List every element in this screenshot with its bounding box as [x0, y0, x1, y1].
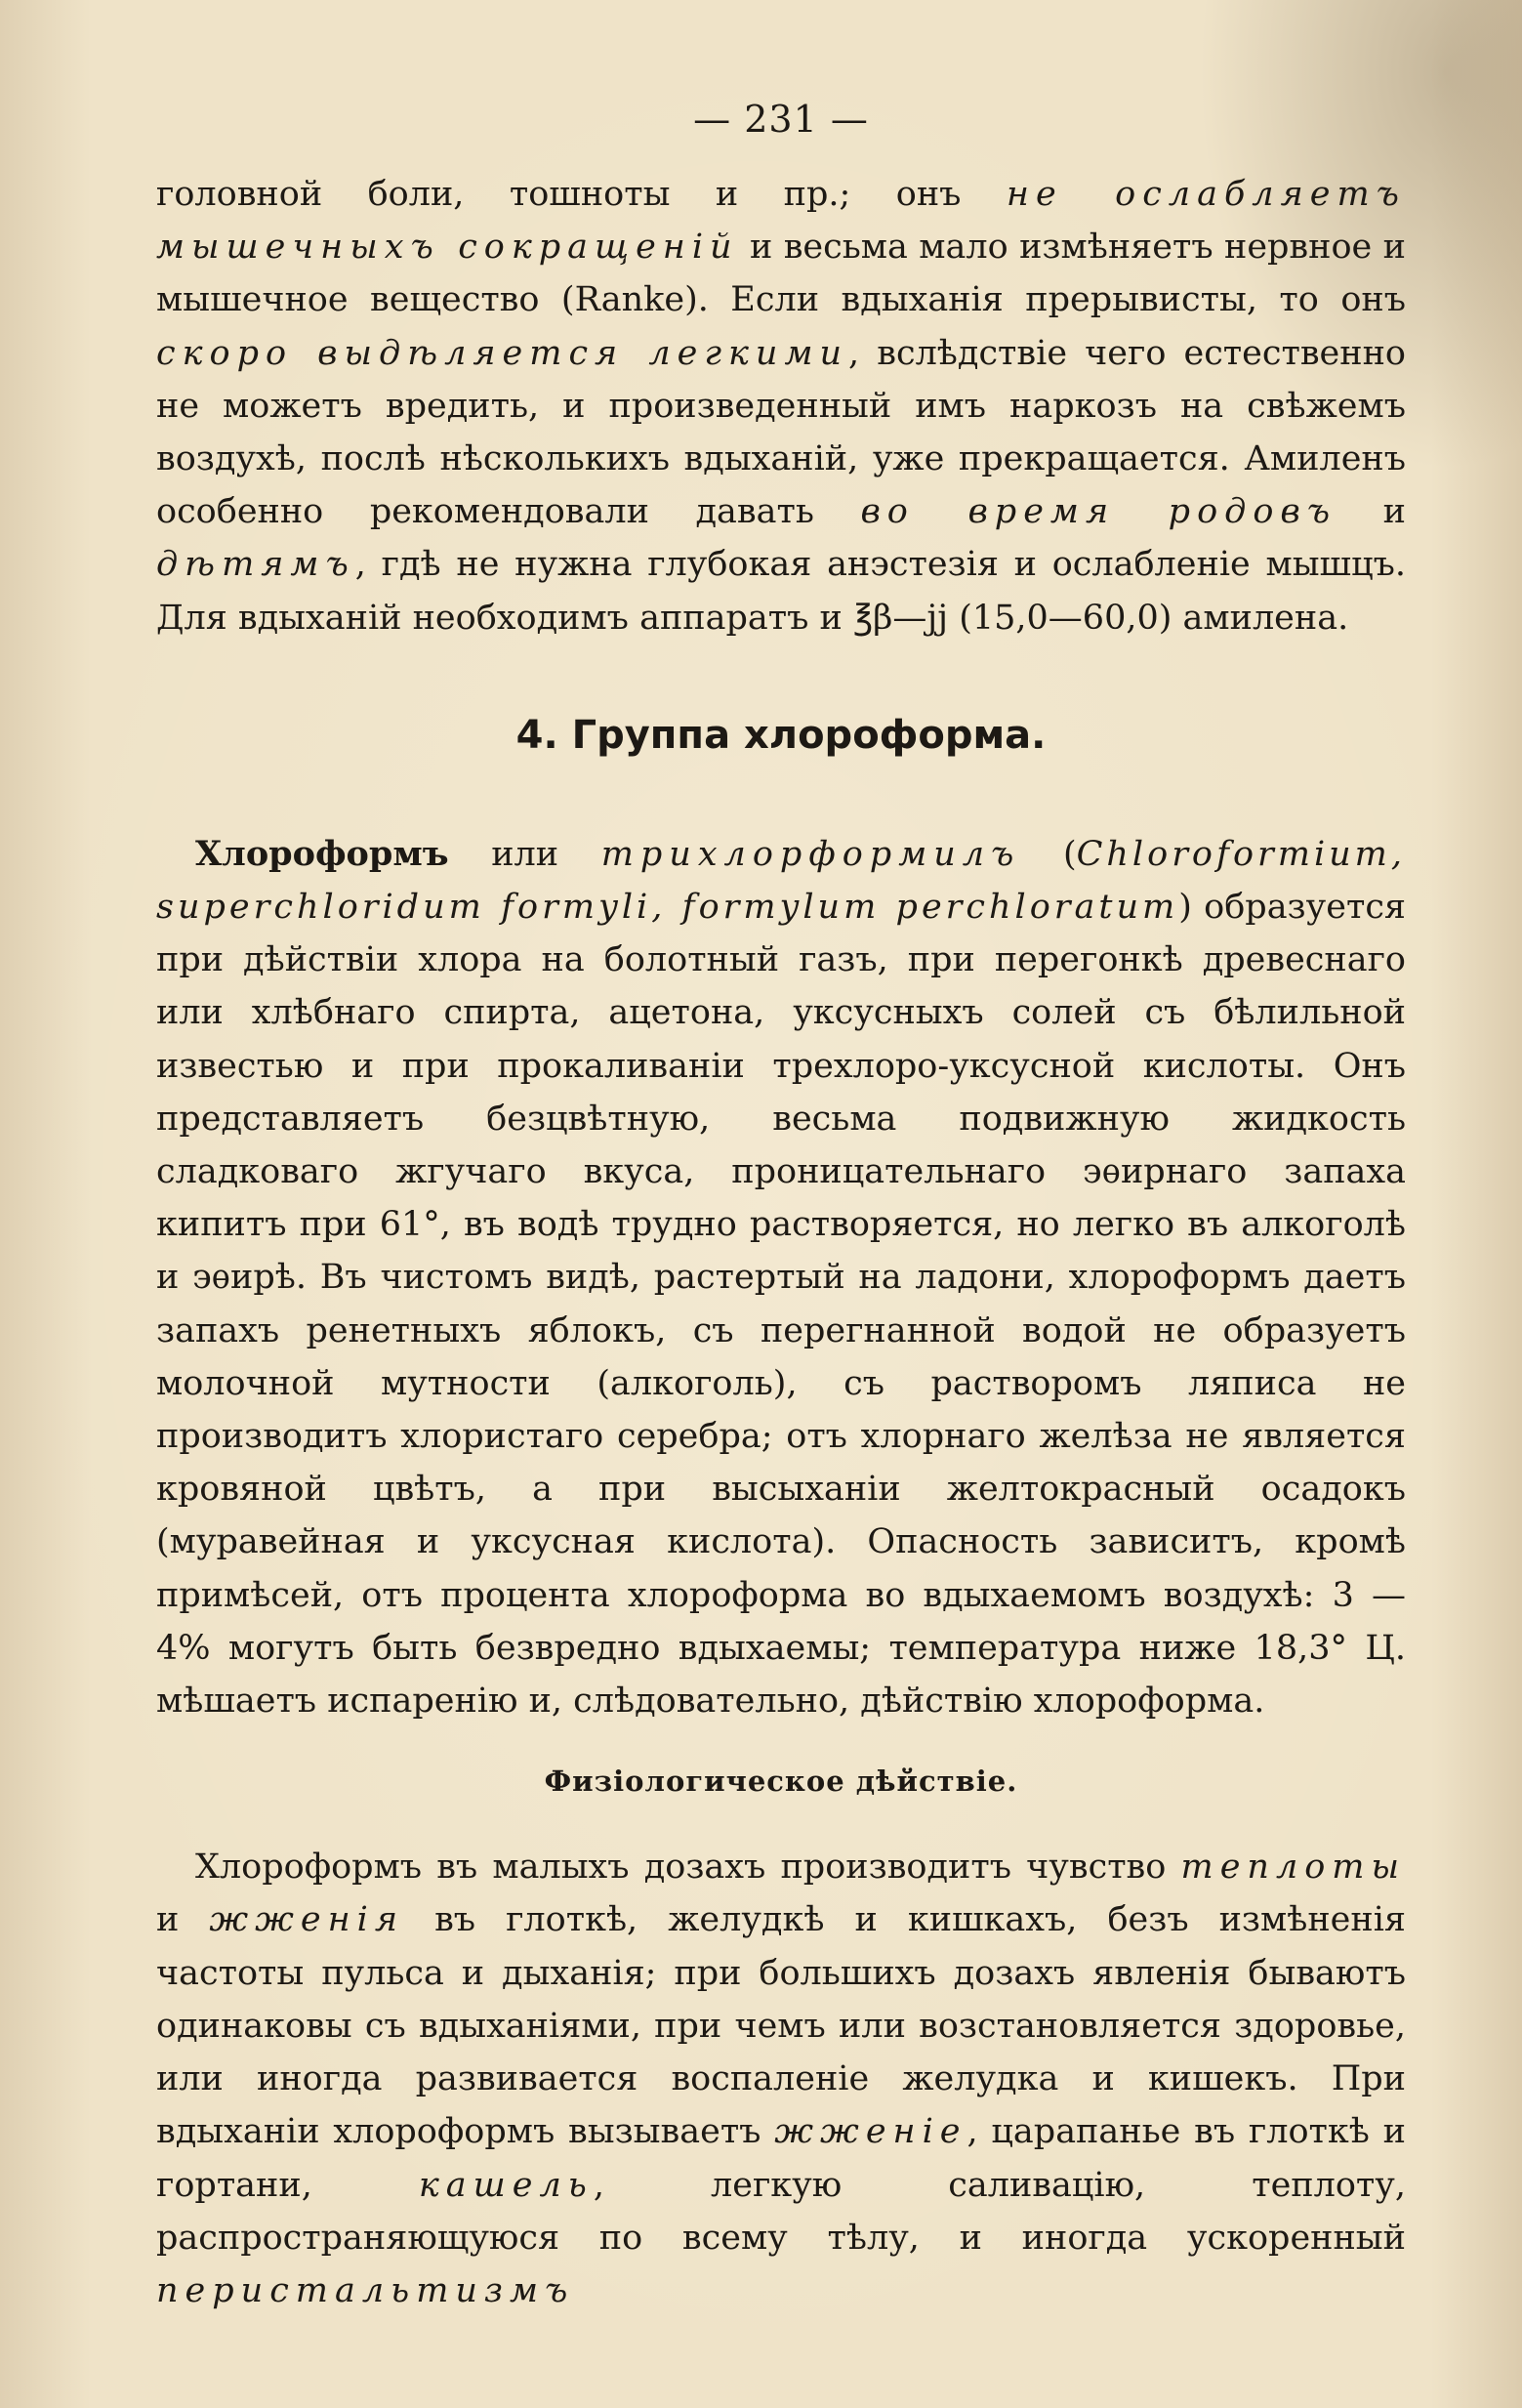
- text-run: и: [1337, 492, 1407, 532]
- section-title: 4. Группа хлороформа.: [515, 712, 1047, 758]
- emphasis-run: перистальтизмъ: [156, 2270, 575, 2310]
- text-run: головной боли, тошноты и пр.; онъ: [156, 175, 1007, 214]
- text-run: , вслѣдствiе чего естественно не можетъ вредить, и произведенный имъ наркозъ на свѣжемъ воздухѣ, послѣ нѣсколькихъ вдыханiй, уже прекращается. Амиленъ особенно рекомендовали давать: [156, 333, 1406, 532]
- chloroform-paragraph: [156, 828, 1406, 1727]
- text-run: и: [156, 1900, 210, 1940]
- text-run: въ глоткѣ, желудкѣ и кишкахъ, безъ измѣненiя частоты пульса и дыханiя; при большихъ дозахъ явленiя бываютъ одинаковы съ вдыханiями, при чемъ или возстановляется здоровье, или иногда развивается воспаленiе желудка и кишекъ. При вдыханiи хлороформъ вызываетъ: [156, 1900, 1406, 2152]
- text-run: и весьма мало измѣняетъ нервное и мышечное вещество (Ranke). Если вдыханiя прерывисты, то онъ: [156, 228, 1406, 320]
- latin-names: Chloroformium, superchloridum formyli, formylum perchloratum: [156, 834, 1406, 928]
- subheading: Физiологическое дѣйствiе.: [544, 1764, 1018, 1799]
- emphasis-run: жженiя: [209, 1900, 405, 1940]
- text-run: , царапанье въ глоткѣ и гортани,: [156, 2112, 1407, 2205]
- emphasis-run: трихлорформилъ: [600, 834, 1021, 874]
- emphasis-run: кашель: [418, 2165, 594, 2205]
- text-run: (: [1020, 834, 1077, 874]
- text-run: , легкую саливацiю, теплоту, распространяющуюся по всему тѣлу, и иногда ускоренный: [156, 2165, 1407, 2258]
- page-number: — 231 —: [693, 98, 869, 141]
- emphasis-run: жженiе: [774, 2112, 967, 2152]
- text-run: , гдѣ не нужна глубокая анэстезiя и ослабленiе мышцъ. Для вдыханiй необходимъ аппаратъ и ℥β—jj (15,0—60,0) амилена.: [156, 545, 1406, 638]
- emphasis-run: дѣтямъ: [156, 545, 355, 585]
- emphasis-run: не ослабляетъ мышечныхъ сокращенiй: [156, 175, 1406, 268]
- physiology-paragraph: [156, 1841, 1406, 2317]
- lead-term: Хлороформъ: [195, 833, 449, 874]
- text-run: Хлороформъ въ малыхъ дозахъ производитъ чувство: [195, 1848, 1181, 1888]
- text-run: ) образуется при дѣйствiи хлора на болотный газъ, при перегонкѣ древеснаго или хлѣбнаго спирта, ацетона, уксусныхъ солей съ бѣлильной известью и при прокаливанiи трехлоро-уксусной кислоты. Онъ представляетъ безцвѣтную, весьма подвижную жидкость сладковаго жгучаго вкуса, проницательнаго эѳирнаго запаха кипитъ при 61°, въ водѣ трудно растворяется, но легко въ алкоголѣ и эѳирѣ. Въ чистомъ видѣ, растертый на ладони, хлороформъ даетъ запахъ ренетныхъ яблокъ, съ перегнанной водой не образуетъ молочной мутности (алкоголь), съ растворомъ ляписа не производитъ хлористаго серебра; отъ хлорнаго желѣза не является кровяной цвѣтъ, а при высыханiи желтокрасный осадокъ (муравейная и уксусная кислота). Опасность зависитъ, кромѣ примѣсей, отъ процента хлороформа во вдыхаемомъ воздухѣ: 3 — 4% могутъ быть безвредно вдыхаемы; температура ниже 18,3° Ц. мѣшаетъ испаренiю и, слѣдовательно, дѣйствiю хлороформа.: [156, 888, 1406, 1722]
- text-run: или: [448, 834, 601, 874]
- emphasis-run: скоро выдѣляется легкими: [156, 333, 849, 373]
- emphasis-run: во время родовъ: [860, 492, 1337, 532]
- amylene-paragraph: [156, 168, 1406, 644]
- page-content: [156, 98, 1406, 2317]
- emphasis-run: теплоты: [1180, 1848, 1406, 1888]
